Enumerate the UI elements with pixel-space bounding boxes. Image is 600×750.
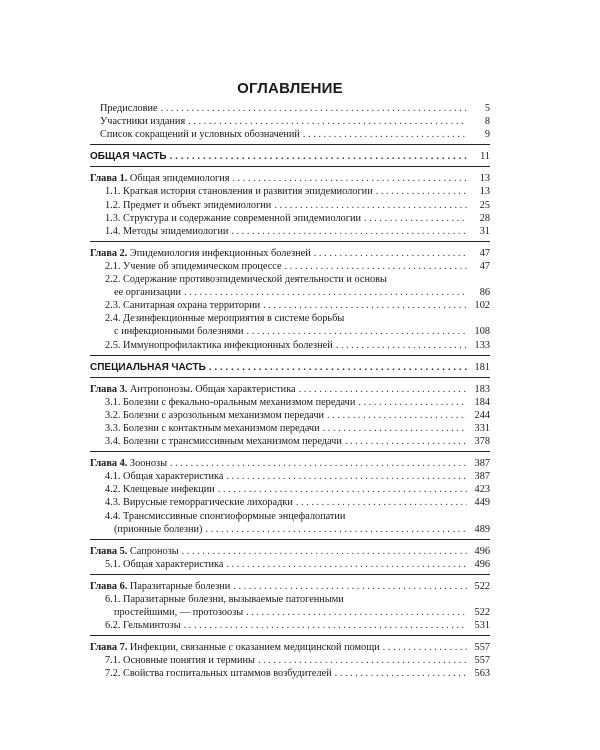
toc-section xyxy=(90,325,490,338)
toc-entry-page: 557 xyxy=(474,642,490,654)
chapter-title: Эпидемиология инфекционных болезней xyxy=(129,247,311,259)
dot-leader xyxy=(383,641,467,654)
dot-leader xyxy=(345,435,467,448)
toc-entry-label: с инфекционными болезнями xyxy=(114,326,244,338)
toc-section xyxy=(90,523,490,536)
toc-entry-page: 28 xyxy=(479,212,490,224)
toc-entry-abbreviations xyxy=(90,128,490,141)
dot-leader xyxy=(161,102,467,115)
chapter-title: Зоонозы xyxy=(129,458,168,470)
toc-chapter-6 xyxy=(90,580,490,593)
toc-entry-page: 449 xyxy=(474,497,490,509)
toc-section xyxy=(90,212,490,225)
dot-leader xyxy=(231,225,467,238)
dot-leader xyxy=(323,422,467,435)
toc-entry-label: 5.1. Общая характеристика xyxy=(105,558,224,570)
toc-entry-page: 378 xyxy=(474,436,490,448)
toc-entry-page: 133 xyxy=(474,339,490,351)
toc-entry-page: 183 xyxy=(474,383,490,395)
toc-entry-label: 3.4. Болезни с трансмиссивным механизмом передачи xyxy=(105,436,342,448)
toc-section xyxy=(90,435,490,448)
toc-entry-page: 184 xyxy=(474,396,490,408)
toc-chapter-7 xyxy=(90,641,490,654)
divider xyxy=(90,166,490,167)
dot-leader xyxy=(364,212,467,225)
toc-section xyxy=(90,470,490,483)
dot-leader xyxy=(274,199,467,212)
toc-entry-page: 531 xyxy=(474,620,490,632)
dot-leader xyxy=(188,115,467,128)
toc-section-line1: 4.4. Трансмиссивные спонгиоформные энцефалопатии xyxy=(105,510,346,522)
toc-entry-page: 25 xyxy=(479,199,490,211)
toc-section xyxy=(90,483,490,496)
dot-leader xyxy=(170,457,467,470)
toc-entry-page: 5 xyxy=(484,103,490,114)
toc-section xyxy=(90,606,490,619)
dot-leader xyxy=(263,299,467,312)
toc-entry-label: 7.1. Основные понятия и термины xyxy=(105,655,255,667)
toc-entry-page: 47 xyxy=(479,247,490,259)
chapter-title: Антропонозы. Общая характеристика xyxy=(129,383,296,395)
toc-section xyxy=(90,409,490,422)
toc-entry-page: 102 xyxy=(474,300,490,312)
toc-entry-label: (прионные болезни) xyxy=(114,523,203,535)
dot-leader xyxy=(336,339,467,352)
dot-leader xyxy=(258,654,467,667)
chapter-title: Общая эпидемиология xyxy=(129,173,230,185)
toc-entry-page: 496 xyxy=(474,545,490,557)
dot-leader xyxy=(285,260,467,273)
divider xyxy=(90,355,490,356)
toc-entry-page: 31 xyxy=(479,225,490,237)
toc-entry-page: 47 xyxy=(479,260,490,272)
toc-part-label: СПЕЦИАЛЬНАЯ ЧАСТЬ xyxy=(90,361,206,373)
dot-leader xyxy=(226,470,467,483)
table-of-contents xyxy=(90,102,490,681)
toc-entry-label: Предисловие xyxy=(100,103,158,114)
toc-entry-page: 496 xyxy=(474,558,490,570)
toc-section xyxy=(90,299,490,312)
divider xyxy=(90,144,490,145)
dot-leader xyxy=(247,325,467,338)
toc-entry-page: 86 xyxy=(479,287,490,299)
toc-entry-label: 6.2. Гельминтозы xyxy=(105,620,181,632)
divider xyxy=(90,241,490,242)
dot-leader xyxy=(327,409,467,422)
chapter-title: Сапронозы xyxy=(129,545,179,557)
toc-part-general xyxy=(90,150,490,163)
toc-entry-label: 1.4. Методы эпидемиологии xyxy=(105,225,229,237)
toc-entry-label: 7.2. Свойства госпитальных штаммов возбудителей xyxy=(105,668,332,680)
toc-section-line1: 6.1. Паразитарные болезни, вызываемые патогенными xyxy=(105,594,344,605)
toc-entry-page: 181 xyxy=(474,361,490,373)
divider xyxy=(90,635,490,636)
dot-leader xyxy=(182,545,467,558)
dot-leader xyxy=(232,172,467,185)
toc-entry-page: 331 xyxy=(474,422,490,434)
dot-leader xyxy=(335,667,467,680)
toc-entry-label: 1.1. Краткая история становления и развития эпидемиологии xyxy=(105,186,373,198)
divider xyxy=(90,574,490,575)
toc-entry-page: 387 xyxy=(474,458,490,470)
dot-leader xyxy=(358,396,467,409)
toc-entry-label: 3.3. Болезни с контактным механизмом передачи xyxy=(105,422,320,434)
chapter-number: Глава 4. xyxy=(90,458,128,470)
toc-entry-contributors xyxy=(90,115,490,128)
divider xyxy=(90,377,490,378)
toc-entry-page: 11 xyxy=(480,151,490,163)
toc-entry-page: 13 xyxy=(479,186,490,198)
dot-leader xyxy=(376,185,467,198)
toc-entry-page: 522 xyxy=(474,580,490,592)
divider xyxy=(90,451,490,452)
dot-leader xyxy=(205,523,467,536)
toc-section xyxy=(90,185,490,198)
toc-entry-page: 244 xyxy=(474,409,490,421)
dot-leader xyxy=(296,496,467,509)
dot-leader xyxy=(170,150,467,163)
dot-leader xyxy=(246,606,467,619)
toc-entry-label: 4.1. Общая характеристика xyxy=(105,471,224,483)
toc-entry-page: 108 xyxy=(474,326,490,338)
toc-entry-page: 557 xyxy=(474,655,490,667)
toc-chapter-3 xyxy=(90,383,490,396)
toc-part-special xyxy=(90,361,490,374)
toc-entry-page: 489 xyxy=(474,523,490,535)
toc-entry-label: 4.2. Клещевые инфекции xyxy=(105,484,215,496)
chapter-title: Паразитарные болезни xyxy=(129,580,231,592)
toc-section xyxy=(90,260,490,273)
dot-leader xyxy=(299,383,467,396)
dot-leader xyxy=(184,286,467,299)
toc-section xyxy=(90,339,490,352)
toc-entry-label: ее организации xyxy=(114,287,181,299)
toc-chapter-4 xyxy=(90,457,490,470)
toc-section xyxy=(90,496,490,509)
toc-entry-label: 2.1. Учение об эпидемическом процессе xyxy=(105,260,282,272)
toc-entry-page: 9 xyxy=(484,129,490,141)
chapter-number: Глава 7. xyxy=(90,642,128,654)
chapter-number: Глава 3. xyxy=(90,383,128,395)
toc-entry-page: 563 xyxy=(474,668,490,680)
toc-chapter-5 xyxy=(90,545,490,558)
divider xyxy=(90,539,490,540)
toc-section xyxy=(90,558,490,571)
toc-entry-label: 4.3. Вирусные геморрагические лихорадки xyxy=(105,497,293,509)
toc-entry-page: 522 xyxy=(474,607,490,619)
toc-entry-label: Участники издания xyxy=(100,116,186,128)
toc-section xyxy=(90,199,490,212)
toc-section-line1: 2.4. Дезинфекционные мероприятия в системе борьбы xyxy=(105,313,345,325)
toc-entry-label: 2.5. Иммунопрофилактика инфекционных болезней xyxy=(105,339,333,351)
toc-entry-page: 8 xyxy=(484,116,490,128)
toc-entry-page: 13 xyxy=(479,173,490,185)
page-title: ОГЛАВЛЕНИЕ xyxy=(237,80,343,97)
toc-section-line1: 2.2. Содержание противоэпидемической деятельности и основы xyxy=(105,274,387,286)
toc-entry-label: 1.3. Структура и содержание современной эпидемиологии xyxy=(105,212,361,224)
toc-entry-preface xyxy=(90,102,490,115)
dot-leader xyxy=(303,128,467,141)
dot-leader xyxy=(209,361,467,374)
dot-leader xyxy=(184,619,467,632)
chapter-number: Глава 6. xyxy=(90,580,128,592)
toc-section xyxy=(90,619,490,632)
toc-chapter-2 xyxy=(90,247,490,260)
toc-section xyxy=(90,225,490,238)
toc-entry-label: 1.2. Предмет и объект эпидемиологии xyxy=(105,199,272,211)
toc-entry-label: 3.1. Болезни с фекально-оральным механизмом передачи xyxy=(105,396,356,408)
toc-section xyxy=(90,667,490,680)
dot-leader xyxy=(218,483,467,496)
chapter-title: Инфекции, связанные с оказанием медицинской помощи xyxy=(129,642,380,654)
toc-entry-label: простейшими, — протозоозы xyxy=(114,607,244,619)
dot-leader xyxy=(314,247,467,260)
toc-entry-page: 387 xyxy=(474,471,490,483)
dot-leader xyxy=(233,580,467,593)
toc-entry-page: 423 xyxy=(474,484,490,496)
toc-part-label: ОБЩАЯ ЧАСТЬ xyxy=(90,151,167,163)
dot-leader xyxy=(226,558,467,571)
chapter-number: Глава 1. xyxy=(90,173,128,185)
toc-entry-label: 2.3. Санитарная охрана территории xyxy=(105,300,261,312)
toc-chapter-1 xyxy=(90,172,490,185)
chapter-number: Глава 2. xyxy=(90,247,128,259)
toc-entry-label: Список сокращений и условных обозначений xyxy=(100,129,300,141)
toc-entry-label: 3.2. Болезни с аэрозольным механизмом передачи xyxy=(105,409,325,421)
toc-section xyxy=(90,654,490,667)
toc-section xyxy=(90,286,490,299)
toc-section xyxy=(90,422,490,435)
chapter-number: Глава 5. xyxy=(90,545,128,557)
toc-section xyxy=(90,396,490,409)
